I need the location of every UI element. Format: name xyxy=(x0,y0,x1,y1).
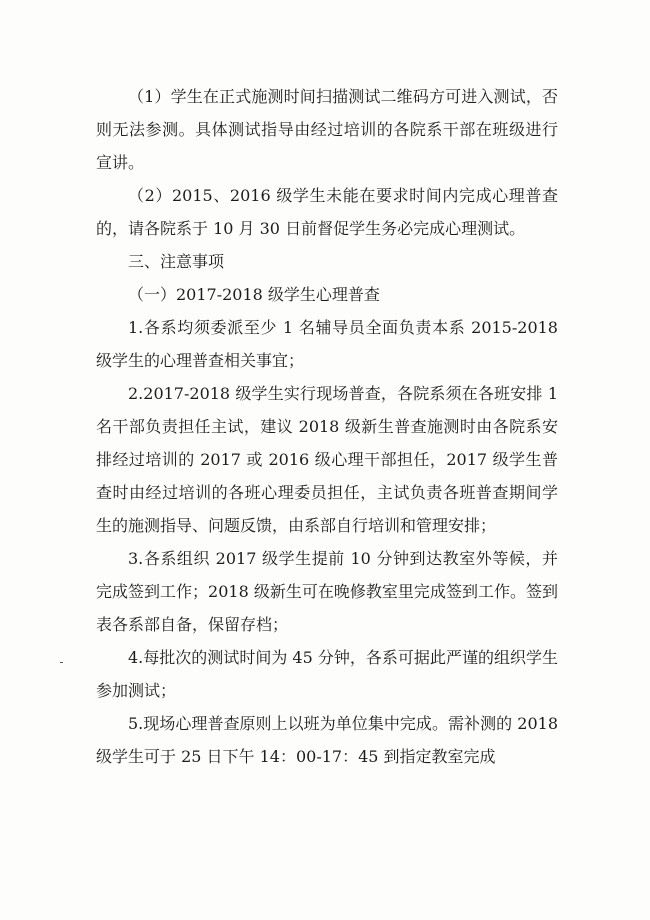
paragraph-item-2-deadline: （2）2015、2016 级学生未能在要求时间内完成心理普查的，请各院系于 10 月 30 日前督促学生务必完成心理测试。 xyxy=(96,186,558,238)
subsection-heading-2017-2018: （一）2017-2018 级学生心理普查 xyxy=(128,285,380,304)
note-item-1: 1.各系均须委派至少 1 名辅导员全面负责本系 2015-2018 级学生的心理普查相关事宜； xyxy=(96,318,558,370)
note-item-5: 5.现场心理普查原则上以班为单位集中完成。需补测的 2018 级学生可于 25 日下午 14：00-17：45 到指定教室完成 xyxy=(96,714,558,766)
note-item-3: 3.各系组织 2017 级学生提前 10 分钟到达教室外等候，并完成签到工作；2018 级新生可在晚修教室里完成签到工作。签到表各系部自备，保留存档； xyxy=(96,549,558,634)
section-heading-notes: 三、注意事项 xyxy=(128,252,225,271)
note-item-2: 2.2017-2018 级学生实行现场普查，各院系须在各班安排 1 名干部负责担任主试，建议 2018 级新生普查施测时由各院系安排经过培训的 2017 或 2016 级心理干部担任，2017 级学生普查时由经过培训的各班心理委员担任，主试负责各班普查期间学生的施测指导、问题反馈，由系部自行培训和管理安排； xyxy=(96,384,558,535)
note-item-4: 4.每批次的测试时间为 45 分钟，各系可据此严谨的组织学生参加测试； xyxy=(96,648,558,700)
scan-speck xyxy=(60,662,63,663)
paragraph-item-1-scan-requirement: （1）学生在正式施测时间扫描测试二维码方可进入测试，否则无法参测。具体测试指导由经过培训的各院系干部在班级进行宣讲。 xyxy=(96,87,558,172)
document-body xyxy=(96,80,558,773)
